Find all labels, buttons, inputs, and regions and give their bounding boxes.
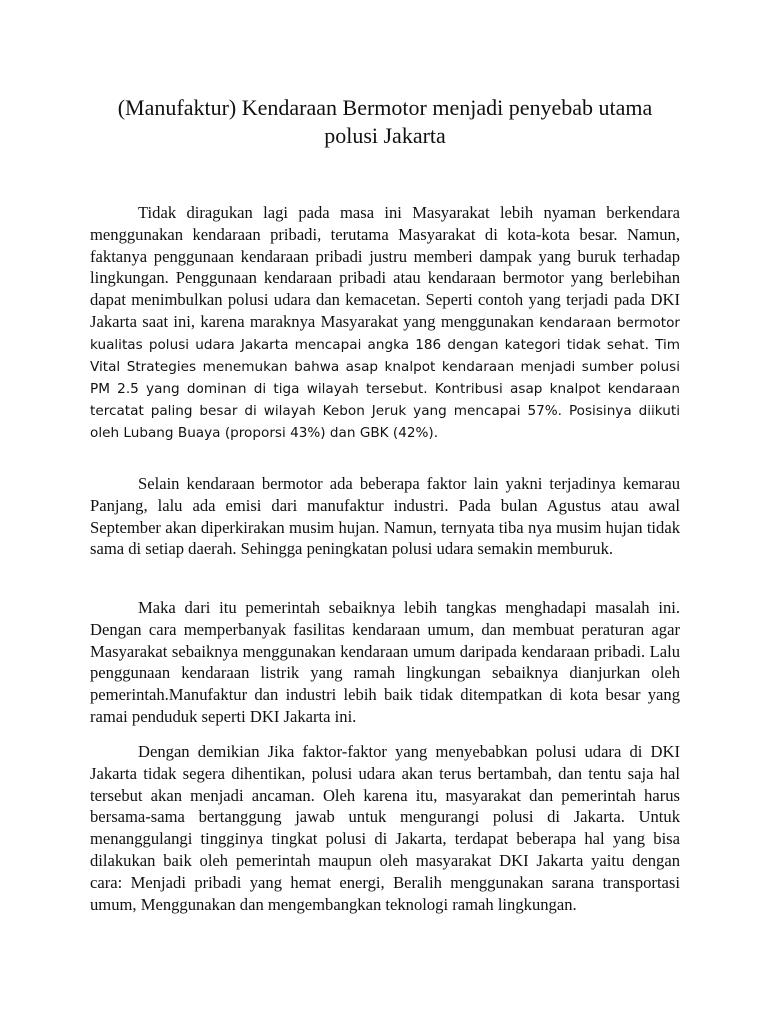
paragraph-2: Selain kendaraan bermotor ada beberapa faktor lain yakni terjadinya kemarau Panjang, lalu ada emisi dari manufaktur industri. Pada bulan Agustus atau awal September akan diperkirakan musim hujan. Namun, ternyata tiba nya musim hujan tidak sama di setiap daerah. Sehingga peningkatan polusi udara semakin memburuk. <box>90 474 680 559</box>
paragraph-1 <box>90 202 680 444</box>
paragraph-3: Maka dari itu pemerintah sebaiknya lebih tangkas menghadapi masalah ini. Dengan cara memperbanyak fasilitas kendaraan umum, dan membuat peraturan agar Masyarakat sebaiknya menggunakan kendaraan umum daripada kendaraan pribadi. Lalu penggunaan kendaraan listrik yang ramah lingkungan sebaiknya dianjurkan oleh pemerintah.Manufaktur dan industri lebih baik tidak ditempatkan di kota besar yang ramai penduduk seperti DKI Jakarta ini. <box>90 598 680 726</box>
paragraph-1-serif-text: Tidak diragukan lagi pada masa ini Masyarakat lebih nyaman berkendara menggunakan kendaraan pribadi, terutama Masyarakat di kota-kota besar. Namun, faktanya penggunaan kendaraan pribadi justru memberi dampak yang buruk terhadap lingkungan. Penggunaan kendaraan pribadi atau kendaraan bermotor yang berlebihan dapat menimbulkan polusi udara dan kemacetan. Seperti contoh yang terjadi pada DKI Jakarta saat ini, karena maraknya Masyarakat yang menggunakan <box>90 203 680 331</box>
paragraph-1-sans-text: kendaraan bermotor kualitas polusi udara Jakarta mencapai angka 186 dengan kategori tidak sehat. Tim Vital Strategies menemukan bahwa asap knalpot kendaraan menjadi sumber polusi PM 2.5 yang dominan di tiga wilayah tersebut. Kontribusi asap knalpot kendaraan tercatat paling besar di wilayah Kebon Jeruk yang mencapai 57%. Posisinya diikuti oleh Lubang Buaya (proporsi 43%) dan GBK (42%). <box>90 314 680 441</box>
document-title: (Manufaktur) Kendaraan Bermotor menjadi penyebab utama polusi Jakarta <box>117 95 653 148</box>
paragraph-4: Dengan demikian Jika faktor-faktor yang menyebabkan polusi udara di DKI Jakarta tidak segera dihentikan, polusi udara akan terus bertambah, dan tentu saja hal tersebut akan menjadi ancaman. Oleh karena itu, masyarakat dan pemerintah harus bersama-sama bertanggung jawab untuk mengurangi polusi di Jakarta. Untuk menanggulangi tingginya tingkat polusi di Jakarta, terdapat beberapa hal yang bisa dilakukan baik oleh pemerintah maupun oleh masyarakat DKI Jakarta yaitu dengan cara: Menjadi pribadi yang hemat energi, Beralih menggunakan sarana transportasi umum, Menggunakan dan mengembangkan teknologi ramah lingkungan. <box>90 742 680 914</box>
